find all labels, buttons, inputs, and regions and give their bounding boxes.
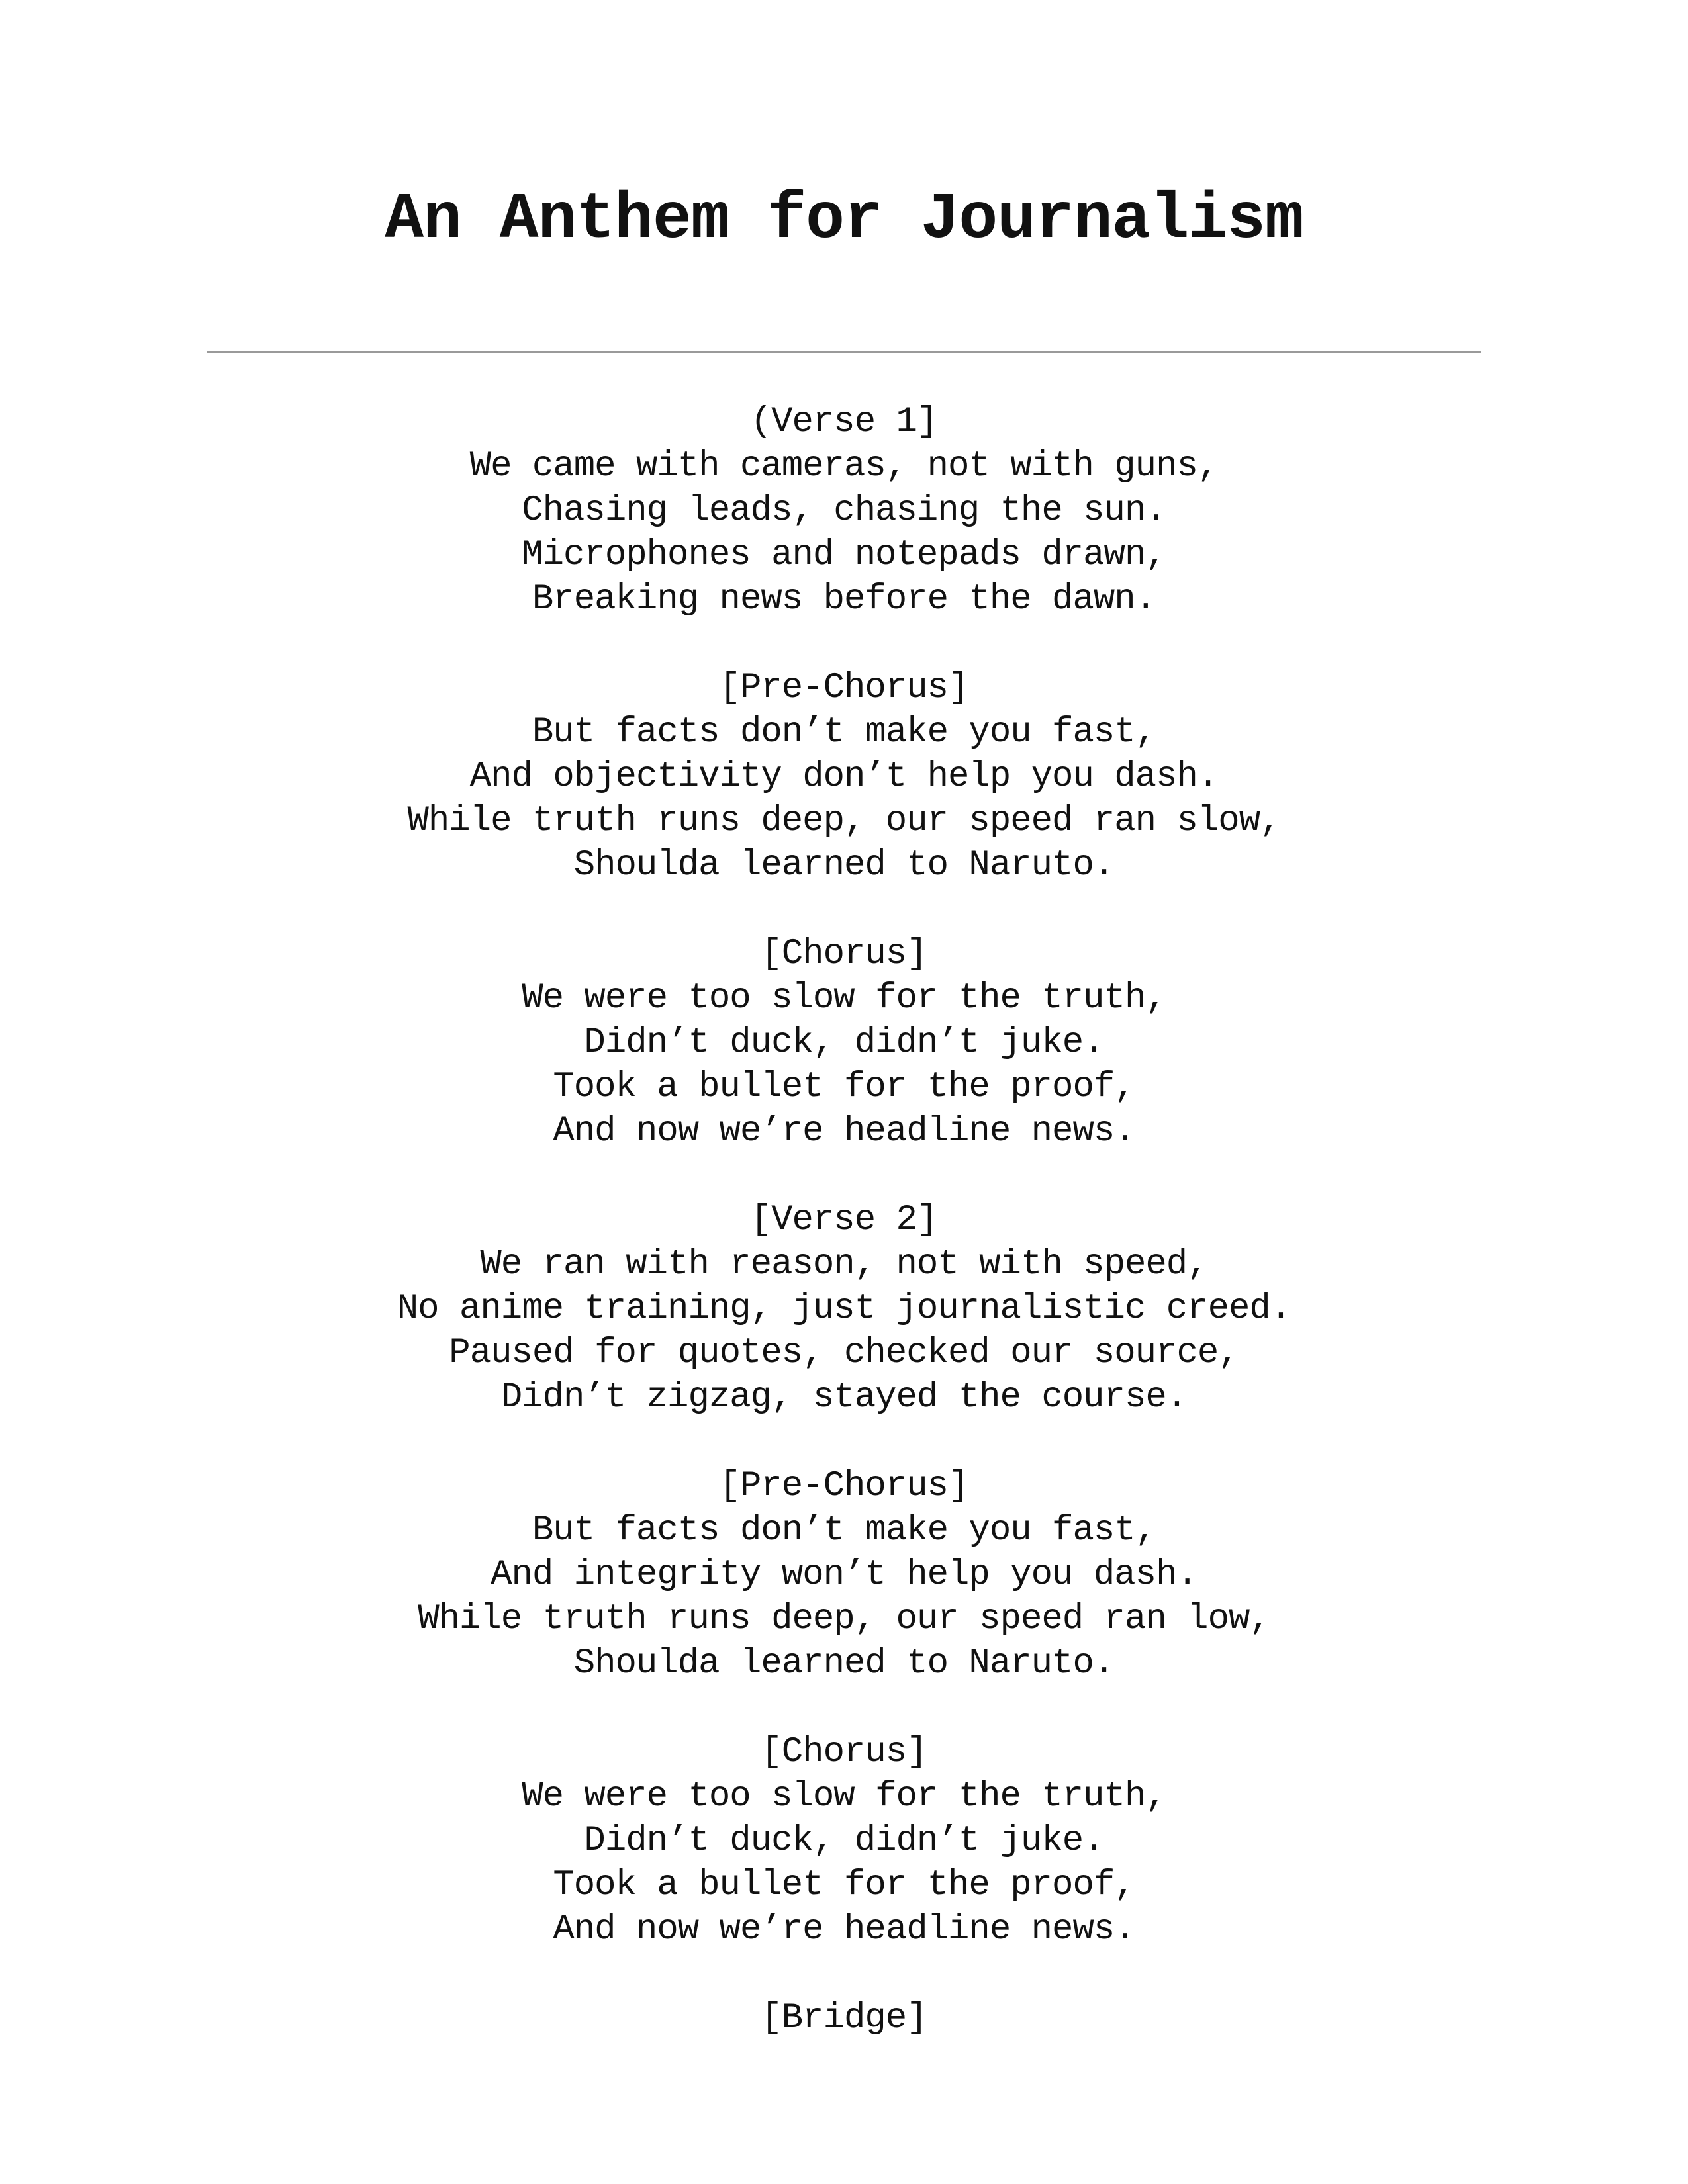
section-label: [Chorus]	[761, 1732, 927, 1772]
lyric-line: Paused for quotes, checked our source,	[449, 1333, 1239, 1373]
lyric-section-pre-chorus-2	[0, 1464, 1688, 1686]
lyric-line: And now we’re headline news.	[553, 1111, 1135, 1152]
page-title: An Anthem for Journalism	[385, 183, 1303, 257]
lyric-section-verse-2	[0, 1198, 1688, 1420]
lyric-line: Took a bullet for the proof,	[553, 1067, 1135, 1107]
lyric-line: We came with cameras, not with guns,	[469, 446, 1219, 486]
section-label: (Verse 1]	[750, 402, 938, 442]
lyric-line: Breaking news before the dawn.	[532, 579, 1156, 619]
lyric-line: Took a bullet for the proof,	[553, 1865, 1135, 1905]
section-label: [Chorus]	[761, 934, 927, 974]
lyric-section-chorus-1	[0, 932, 1688, 1154]
section-label: [Verse 2]	[750, 1200, 938, 1240]
lyric-line: No anime training, just journalistic creed.	[397, 1289, 1291, 1329]
lyric-section-bridge	[0, 1996, 1688, 2040]
lyric-line: Didn’t zigzag, stayed the course.	[500, 1377, 1188, 1418]
section-label: [Pre-Chorus]	[719, 1466, 969, 1506]
lyric-line: But facts don’t make you fast,	[532, 1510, 1156, 1551]
lyric-line: While truth runs deep, our speed ran low,	[418, 1599, 1270, 1639]
lyric-line: We were too slow for the truth,	[522, 978, 1166, 1019]
lyric-line: And now we’re headline news.	[553, 1909, 1135, 1950]
section-label: [Pre-Chorus]	[719, 668, 969, 708]
lyric-section-pre-chorus-1	[0, 666, 1688, 887]
lyric-line: But facts don’t make you fast,	[532, 712, 1156, 752]
lyric-line: Didn’t duck, didn’t juke.	[584, 1821, 1104, 1861]
lyric-line: We ran with reason, not with speed,	[480, 1244, 1208, 1285]
lyrics-body	[0, 400, 1688, 2085]
lyric-line: We were too slow for the truth,	[522, 1776, 1166, 1817]
lyric-section-verse-1	[0, 400, 1688, 621]
lyric-section-chorus-2	[0, 1730, 1688, 1952]
lyric-line: Chasing leads, chasing the sun.	[522, 490, 1166, 531]
title-divider	[207, 351, 1481, 353]
lyric-line: Shoulda learned to Naruto.	[573, 1643, 1115, 1684]
lyric-line: And objectivity don’t help you dash.	[469, 756, 1219, 797]
lyric-line: And integrity won’t help you dash.	[491, 1555, 1197, 1595]
section-label: [Bridge]	[761, 1998, 927, 2038]
lyric-line: Shoulda learned to Naruto.	[573, 845, 1115, 886]
lyric-line: Didn’t duck, didn’t juke.	[584, 1023, 1104, 1063]
lyric-line: Microphones and notepads drawn,	[522, 535, 1166, 575]
lyric-line: While truth runs deep, our speed ran slow,	[407, 801, 1281, 841]
